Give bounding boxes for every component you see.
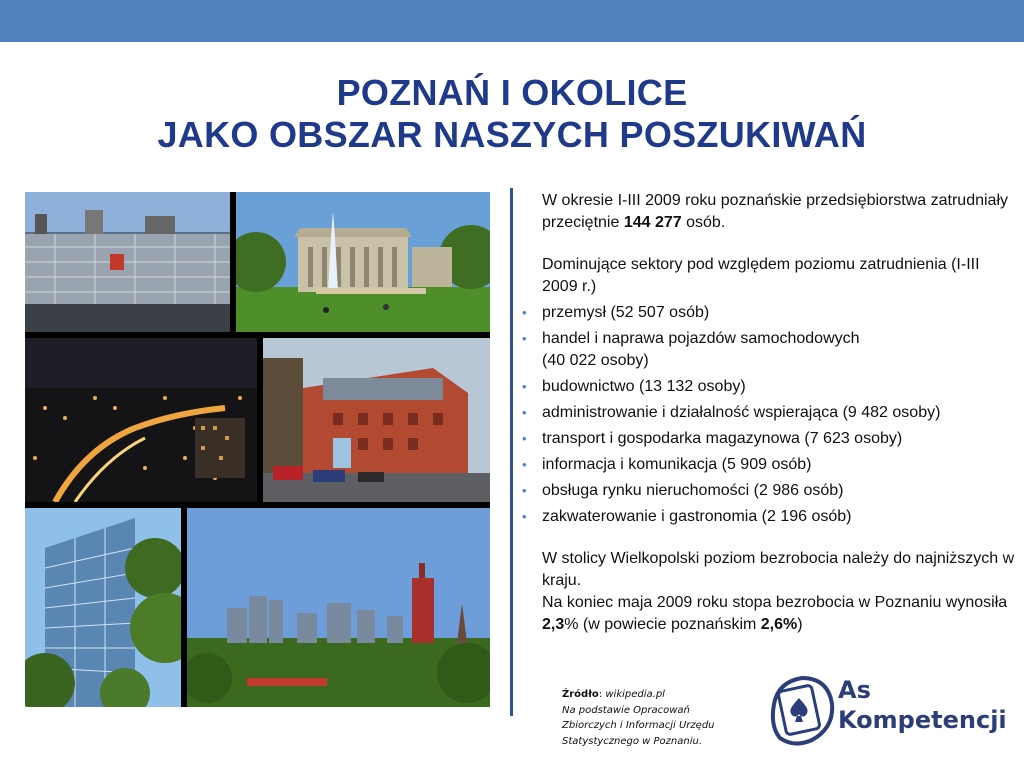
logo-text-line-1: As bbox=[838, 676, 871, 704]
top-accent-bar bbox=[0, 0, 1024, 42]
source-label: Źródło bbox=[562, 689, 599, 700]
sectors-heading: Dominujące sektory pod względem poziomu zatrudnienia (I-III 2009 r.) bbox=[542, 256, 980, 295]
source-line-3: Zbiorczych i Informacji Urzędu bbox=[562, 720, 715, 731]
employment-value: 144 277 bbox=[623, 214, 682, 231]
glass-office-photo-icon bbox=[25, 508, 181, 707]
title-line-1: POZNAŃ I OKOLICE bbox=[336, 72, 688, 113]
vertical-divider bbox=[510, 188, 513, 716]
unemployment-line-2 bbox=[542, 592, 1017, 636]
logo-text-line-2: Kompetencji bbox=[838, 706, 1007, 734]
content-text bbox=[522, 190, 1017, 636]
title-line-2: JAKO OBSZAR NASZYCH POSZUKIWAŃ bbox=[157, 114, 867, 155]
list-item: • administrowanie i działalność wspierająca (9 482 osoby) bbox=[522, 402, 1017, 424]
city-rate: 2,3 bbox=[542, 616, 565, 633]
list-item: • budownictwo (13 132 osoby) bbox=[522, 376, 1017, 398]
source-link[interactable]: wikipedia.pl bbox=[605, 689, 665, 700]
county-rate: 2,6% bbox=[760, 616, 798, 633]
unemployment-text-mid: % (w powiecie poznańskim bbox=[564, 616, 761, 633]
brick-building-photo-icon bbox=[263, 338, 490, 502]
list-item-text-cont: (40 022 osoby) bbox=[542, 352, 649, 369]
list-item: • transport i gospodarka magazynowa (7 623 osoby) bbox=[522, 428, 1017, 450]
list-item: • obsługa rynku nieruchomości (2 986 osób) bbox=[522, 480, 1017, 502]
city-night-photo-icon bbox=[25, 338, 257, 502]
list-item-text: handel i naprawa pojazdów samochodowych bbox=[542, 330, 860, 347]
slide-title bbox=[0, 72, 1024, 156]
train-station-photo-icon bbox=[25, 192, 230, 332]
source-line-2: Na podstawie Opracowań bbox=[562, 704, 690, 716]
opera-fountain-photo-icon bbox=[236, 192, 490, 332]
spade-card-icon bbox=[768, 670, 838, 750]
intro-paragraph bbox=[522, 190, 1017, 234]
source-note: Źródło: wikipedia.pl Na podstawie Opracowań Zbiorczych i Informacji Urzędu Statystycznego w Poznaniu. bbox=[562, 689, 715, 747]
unemployment-text-end: ) bbox=[797, 616, 803, 633]
unemployment-paragraph bbox=[522, 548, 1017, 636]
city-skyline-photo-icon bbox=[187, 508, 490, 707]
intro-text-end: osób. bbox=[681, 214, 726, 231]
list-item: • informacja i komunikacja (5 909 osób) bbox=[522, 454, 1017, 476]
list-item bbox=[522, 328, 1017, 372]
source-line-4: Statystycznego w Poznaniu. bbox=[562, 735, 703, 747]
list-item: • przemysł (52 507 osób) bbox=[522, 302, 1017, 324]
unemployment-line-1: W stolicy Wielkopolski poziom bezrobocia należy do najniższych w kraju. bbox=[542, 550, 1015, 589]
intro-text: W okresie I-III 2009 roku poznańskie przedsiębiorstwa zatrudniały przeciętnie bbox=[542, 192, 1008, 231]
logo bbox=[768, 670, 1008, 750]
unemployment-text: Na koniec maja 2009 roku stopa bezrobocia w Poznaniu wynosiła bbox=[542, 594, 1008, 611]
photo-collage bbox=[25, 192, 490, 707]
sectors-list bbox=[522, 302, 1017, 528]
list-item: • zakwaterowanie i gastronomia (2 196 osób) bbox=[522, 506, 1017, 528]
